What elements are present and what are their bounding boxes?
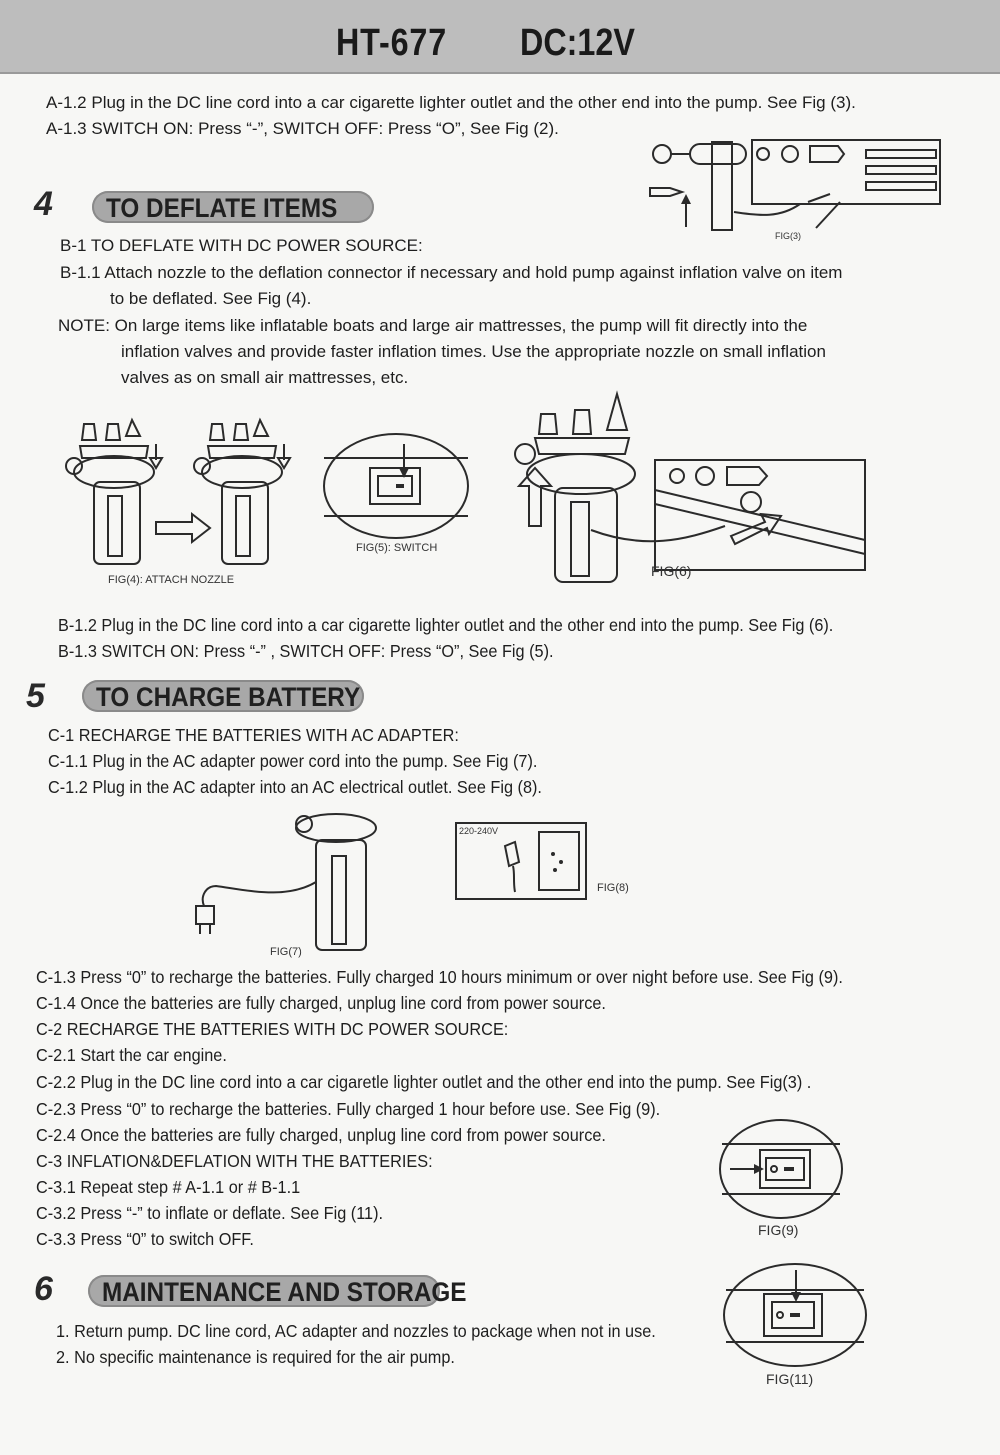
voltage-title: DC:12V: [520, 22, 635, 64]
instruction-c-2-1: C-2.1 Start the car engine.: [36, 1045, 227, 1065]
maintenance-line-2: 2. No specific maintenance is required for the air pump.: [56, 1347, 455, 1367]
fig11-diagram: [722, 1262, 868, 1368]
section5-number: 5: [26, 677, 45, 715]
fig7-diagram: [186, 810, 386, 955]
instruction-c-2-3: C-2.3 Press “0” to recharge the batteries. Fully charged 1 hour before use. See Fig (9).: [36, 1099, 661, 1119]
instruction-a-1-2: A-1.2 Plug in the DC line cord into a car cigarette lighter outlet and the other end into the pump. See Fig (3).: [46, 93, 856, 112]
fig6-label: FIG(6): [651, 563, 692, 579]
instruction-c-2-2: C-2.2 Plug in the DC line cord into a car cigaretle lighter outlet and the other end into the pump. See Fig(3) .: [36, 1072, 812, 1092]
section5-heading: [82, 680, 364, 712]
instruction-b-1-1: B-1.1 Attach nozzle to the deflation connector if necessary and hold pump against inflation valve on item: [60, 263, 843, 282]
instruction-b-1: B-1 TO DEFLATE WITH DC POWER SOURCE:: [60, 236, 423, 255]
fig7-label: FIG(7): [270, 946, 302, 958]
fig9-diagram: [718, 1118, 844, 1220]
fig6-diagram: [505, 390, 870, 590]
instruction-a-1-3: A-1.3 SWITCH ON: Press “-”, SWITCH OFF: Press “O”, See Fig (2).: [46, 119, 559, 138]
note-line-1: NOTE: On large items like inflatable boats and large air mattresses, the pump will fit directly into the: [58, 316, 808, 335]
maintenance-line-1: 1. Return pump. DC line cord, AC adapter and nozzles to package when not in use.: [56, 1321, 656, 1341]
fig8-voltage: 220-240V: [459, 826, 499, 836]
instruction-c-3-1: C-3.1 Repeat step # A-1.1 or # B-1.1: [36, 1177, 301, 1197]
section6-heading: [88, 1275, 467, 1307]
fig3-diagram: [630, 132, 950, 247]
fig9-label: FIG(9): [758, 1222, 799, 1238]
fig4-label: FIG(4): ATTACH NOZZLE: [108, 574, 235, 586]
section4-title: TO DEFLATE ITEMS: [106, 193, 338, 223]
fig5-label: FIG(5): SWITCH: [356, 542, 438, 554]
instruction-c-3: C-3 INFLATION&DEFLATION WITH THE BATTERIES:: [36, 1151, 433, 1171]
instruction-c-2: C-2 RECHARGE THE BATTERIES WITH DC POWER SOURCE:: [36, 1019, 509, 1039]
note-line-3: valves as on small air mattresses, etc.: [121, 368, 409, 387]
model-title: HT-677: [336, 22, 448, 64]
header-bar: [0, 0, 1000, 74]
instruction-b-1-2: B-1.2 Plug in the DC line cord into a car cigarette lighter outlet and the other end into the pump. See Fig (6).: [58, 615, 834, 635]
section4-number: 4: [34, 185, 53, 223]
section6-number: 6: [34, 1270, 53, 1308]
instruction-c-1-4: C-1.4 Once the batteries are fully charged, unplug line cord from power source.: [36, 993, 606, 1013]
fig4-diagram: [60, 410, 310, 585]
section4-heading: [92, 191, 374, 223]
fig11-label: FIG(11): [766, 1371, 814, 1387]
instruction-b-1-1-cont: to be deflated. See Fig (4).: [110, 289, 312, 308]
instruction-c-3-3: C-3.3 Press “0” to switch OFF.: [36, 1229, 254, 1249]
fig8-label: FIG(8): [597, 882, 629, 894]
instruction-c-1-1: C-1.1 Plug in the AC adapter power cord into the pump. See Fig (7).: [48, 751, 538, 771]
fig3-label: FIG(3): [775, 231, 801, 241]
instruction-c-2-4: C-2.4 Once the batteries are fully charged, unplug line cord from power source.: [36, 1125, 606, 1145]
section5-title: TO CHARGE BATTERY: [96, 682, 361, 712]
note-line-2: inflation valves and provide faster inflation times. Use the appropriate nozzle on small inflation: [121, 342, 826, 361]
instruction-b-1-3: B-1.3 SWITCH ON: Press “-” , SWITCH OFF: Press “O”, See Fig (5).: [58, 641, 554, 661]
instruction-c-1-2: C-1.2 Plug in the AC adapter into an AC electrical outlet. See Fig (8).: [48, 777, 542, 797]
instruction-c-1-3: C-1.3 Press “0” to recharge the batteries. Fully charged 10 hours minimum or over night before use. See Fig (9).: [36, 967, 843, 987]
fig5-diagram: [322, 432, 470, 540]
instruction-c-1: C-1 RECHARGE THE BATTERIES WITH AC ADAPTER:: [48, 725, 459, 745]
instruction-c-3-2: C-3.2 Press “-” to inflate or deflate. See Fig (11).: [36, 1203, 384, 1223]
section6-title: MAINTENANCE AND STORAGE: [102, 1277, 467, 1307]
